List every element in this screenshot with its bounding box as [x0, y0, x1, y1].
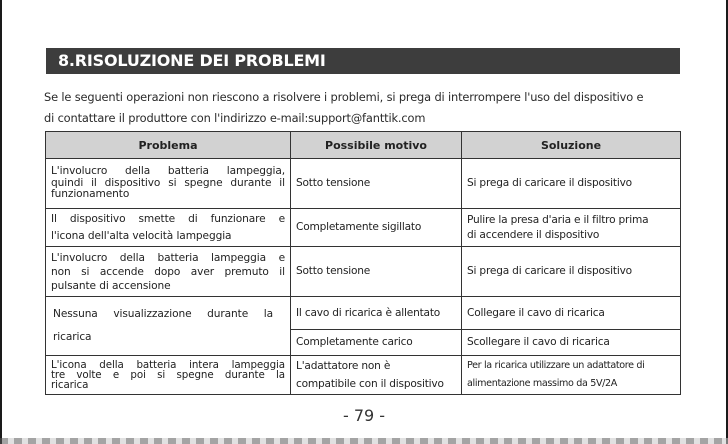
- table-row: [46, 209, 681, 247]
- intro-line: Se le seguenti operazioni non riescono a risolvere i problemi, si prega di interrompere l'uso del dispositivo e: [44, 90, 644, 104]
- reason-text: Il cavo di ricarica è allentato: [296, 306, 441, 319]
- problem-line: L'involucro della batteria lampeggia e: [51, 251, 285, 264]
- problem-line: Nessuna visualizzazione durante la: [53, 308, 273, 320]
- reason-text: Sotto tensione: [296, 265, 371, 277]
- column-header-solution: Soluzione: [462, 132, 681, 159]
- reason-cell: [291, 209, 462, 247]
- solution-cell: [462, 330, 681, 356]
- solution-cell: [462, 247, 681, 297]
- problem-cell: [46, 247, 291, 297]
- reason-text: L'adattatore non è: [296, 360, 391, 372]
- solution-text: Per la ricarica utilizzare un adattatore di: [467, 360, 645, 371]
- reason-cell: [291, 247, 462, 297]
- reason-text: Sotto tensione: [296, 177, 371, 189]
- problem-line: ricarica: [51, 379, 89, 391]
- intro-paragraph: [44, 87, 688, 129]
- solution-text: Pulire la presa d'aria e il filtro prima: [467, 213, 649, 226]
- reason-text: Completamente carico: [296, 336, 413, 348]
- solution-text: di accendere il dispositivo: [467, 228, 600, 241]
- table-row: [46, 356, 681, 395]
- problem-line: L'icona della batteria intera lampeggia: [51, 359, 285, 371]
- table-header-row: [46, 132, 681, 159]
- problem-line: Il dispositivo smette di funzionare e: [51, 212, 285, 225]
- reason-text: compatibile con il dispositivo: [296, 378, 444, 390]
- reason-cell: [291, 297, 462, 330]
- scan-edge-strip: [0, 438, 728, 444]
- solution-text: alimentazione massimo da 5V/2A: [467, 378, 618, 389]
- problem-cell: [46, 159, 291, 209]
- reason-cell: [291, 356, 462, 395]
- solution-text: Scollegare il cavo di ricarica: [467, 336, 610, 348]
- solution-text: Si prega di caricare il dispositivo: [467, 265, 632, 277]
- problem-cell: [46, 297, 291, 356]
- page-number: - 79 -: [342, 406, 386, 425]
- table-row: [46, 247, 681, 297]
- reason-cell: [291, 330, 462, 356]
- problem-line: ricarica: [53, 331, 92, 343]
- solution-cell: [462, 159, 681, 209]
- reason-cell: [291, 159, 462, 209]
- problem-line: L'involucro della batteria lampeggia,: [51, 165, 285, 178]
- table-row: [46, 297, 681, 330]
- section-title: 8.RISOLUZIONE DEI PROBLEMI: [58, 51, 326, 70]
- intro-line: di contattare il produttore con l'indirizzo e-mail:support@fanttik.com: [44, 111, 426, 125]
- column-header-problem: Problema: [46, 132, 291, 159]
- problem-line: l'icona dell'alta velocità lampeggia: [51, 229, 232, 242]
- solution-cell: [462, 297, 681, 330]
- section-header-bar: [46, 48, 680, 74]
- solution-text: Si prega di caricare il dispositivo: [467, 177, 632, 189]
- solution-cell: [462, 209, 681, 247]
- problem-line: pulsante di accensione: [51, 279, 171, 292]
- problem-line: non si accende dopo aver premuto il: [51, 265, 285, 278]
- table-row: [46, 159, 681, 209]
- solution-text: Collegare il cavo di ricarica: [467, 306, 605, 319]
- problem-line: funzionamento: [51, 188, 130, 201]
- problem-line: tre volte e poi si spegne durante la: [51, 369, 285, 381]
- problem-cell: [46, 209, 291, 247]
- column-header-reason: Possibile motivo: [291, 132, 462, 159]
- problem-line: quindi il dispositivo si spegne durante il: [51, 176, 285, 189]
- reason-text: Completamente sigillato: [296, 221, 422, 233]
- problem-cell: [46, 356, 291, 395]
- solution-cell: [462, 356, 681, 395]
- troubleshooting-table: [45, 131, 681, 395]
